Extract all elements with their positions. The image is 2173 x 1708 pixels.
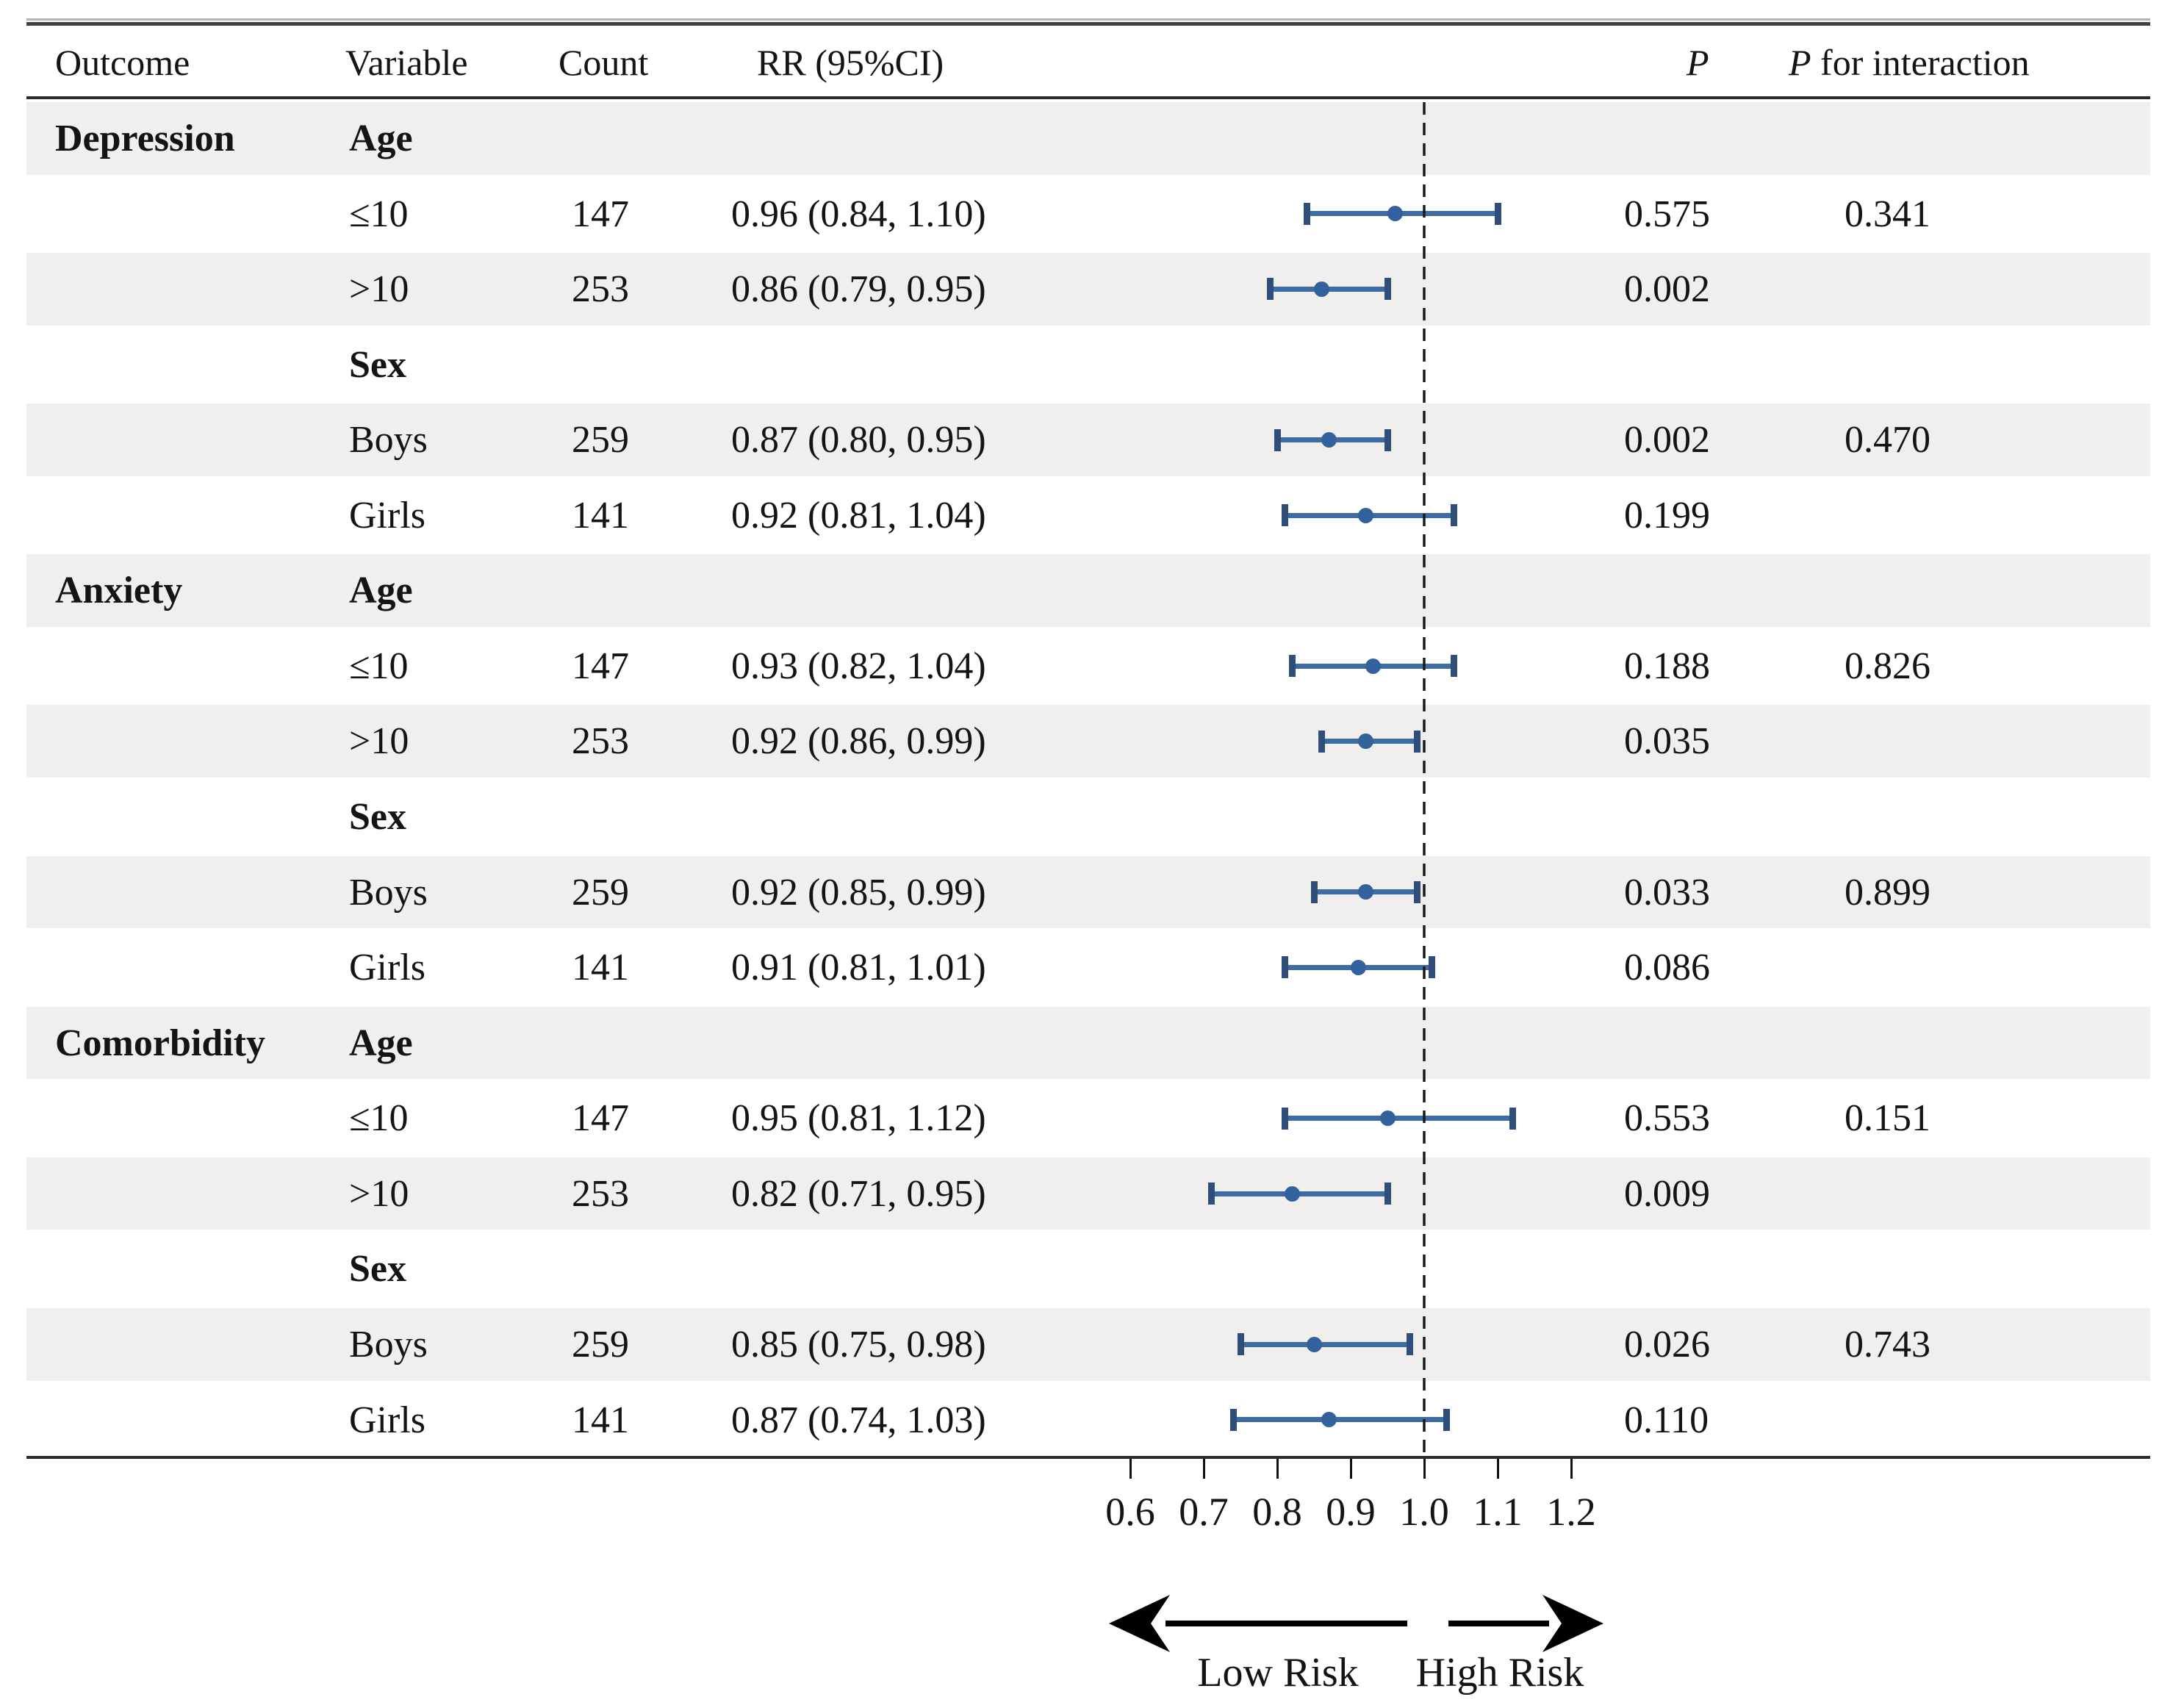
variable-label: >10 xyxy=(349,268,409,311)
p-value: 0.086 xyxy=(1624,947,1710,989)
p-interaction-value: 0.151 xyxy=(1845,1097,1930,1140)
axis-tick-label: 0.6 xyxy=(1105,1490,1155,1534)
variable-label: ≤10 xyxy=(349,193,409,235)
p-interaction-value: 0.743 xyxy=(1845,1323,1930,1366)
p-value: 0.009 xyxy=(1624,1172,1710,1215)
rr-ci-value: 0.87 (0.80, 0.95) xyxy=(731,419,986,462)
axis-tick-label: 0.8 xyxy=(1252,1490,1302,1534)
count-value: 147 xyxy=(572,1097,629,1140)
p-value: 0.033 xyxy=(1624,871,1710,914)
p-interaction-value: 0.899 xyxy=(1845,871,1930,914)
count-value: 253 xyxy=(572,1172,629,1215)
low-risk-arrow-head xyxy=(1109,1595,1170,1652)
variable-group-label: Age xyxy=(349,570,413,612)
p-value: 0.553 xyxy=(1624,1097,1710,1140)
rr-ci-value: 0.92 (0.81, 1.04) xyxy=(731,494,986,537)
p-value: 0.110 xyxy=(1624,1399,1709,1441)
p-value: 0.002 xyxy=(1624,419,1710,462)
p-value: 0.575 xyxy=(1624,193,1710,235)
variable-group-label: Sex xyxy=(349,343,406,386)
count-value: 141 xyxy=(572,947,629,989)
variable-label: >10 xyxy=(349,1172,409,1215)
count-value: 259 xyxy=(572,871,629,914)
p-value: 0.026 xyxy=(1624,1323,1710,1366)
variable-label: Girls xyxy=(349,947,425,989)
variable-label: Boys xyxy=(349,871,428,914)
p-interaction-suffix: for interaction xyxy=(1811,42,2030,83)
column-header-count: Count xyxy=(558,42,649,83)
rr-ci-value: 0.93 (0.82, 1.04) xyxy=(731,645,986,687)
rr-ci-value: 0.91 (0.81, 1.01) xyxy=(731,947,986,989)
high-risk-arrow-head xyxy=(1542,1595,1603,1652)
count-value: 253 xyxy=(572,268,629,311)
variable-label: >10 xyxy=(349,720,409,763)
axis-tick-label: 1.1 xyxy=(1473,1490,1523,1534)
count-value: 141 xyxy=(572,494,629,537)
rr-ci-value: 0.92 (0.85, 0.99) xyxy=(731,871,986,914)
rr-ci-value: 0.87 (0.74, 1.03) xyxy=(731,1399,986,1441)
variable-group-label: Sex xyxy=(349,1248,406,1291)
count-value: 253 xyxy=(572,720,629,763)
variable-label: ≤10 xyxy=(349,1097,409,1140)
p-interaction-value: 0.826 xyxy=(1845,645,1930,687)
low-risk-label: Low Risk xyxy=(1197,1650,1359,1696)
outcome-label: Anxiety xyxy=(55,570,183,612)
count-value: 147 xyxy=(572,193,629,235)
count-value: 147 xyxy=(572,645,629,687)
variable-group-label: Age xyxy=(349,118,413,159)
variable-label: Girls xyxy=(349,1399,425,1441)
count-value: 259 xyxy=(572,419,629,462)
rr-ci-value: 0.86 (0.79, 0.95) xyxy=(731,268,986,311)
rr-ci-value: 0.82 (0.71, 0.95) xyxy=(731,1172,986,1215)
p-value: 0.002 xyxy=(1624,268,1710,311)
axis-tick-label: 0.7 xyxy=(1179,1490,1229,1534)
axis-tick-label: 1.0 xyxy=(1399,1490,1449,1534)
column-header-variable: Variable xyxy=(345,42,468,83)
p-interaction-value: 0.341 xyxy=(1845,193,1930,235)
variable-label: Boys xyxy=(349,1323,428,1366)
p-italic: P xyxy=(1789,42,1811,83)
variable-label: Boys xyxy=(349,419,428,462)
p-value: 0.035 xyxy=(1624,720,1710,763)
axis-tick-label: 1.2 xyxy=(1546,1490,1596,1534)
variable-label: ≤10 xyxy=(349,645,409,687)
p-value: 0.199 xyxy=(1624,494,1710,537)
column-header-rr: RR (95%CI) xyxy=(757,42,944,83)
rr-ci-value: 0.85 (0.75, 0.98) xyxy=(731,1323,986,1366)
p-italic: P xyxy=(1687,42,1709,83)
count-value: 259 xyxy=(572,1323,629,1366)
variable-group-label: Sex xyxy=(349,796,406,839)
outcome-label: Comorbidity xyxy=(55,1022,265,1064)
count-value: 141 xyxy=(572,1399,629,1441)
axis-tick-label: 0.9 xyxy=(1326,1490,1376,1534)
variable-group-label: Age xyxy=(349,1022,413,1064)
variable-label: Girls xyxy=(349,494,425,537)
high-risk-label: High Risk xyxy=(1415,1650,1584,1696)
column-header-outcome: Outcome xyxy=(55,42,190,83)
rr-ci-value: 0.92 (0.86, 0.99) xyxy=(731,720,986,763)
p-value: 0.188 xyxy=(1624,645,1710,687)
p-interaction-value: 0.470 xyxy=(1845,419,1930,462)
rr-ci-value: 0.95 (0.81, 1.12) xyxy=(731,1097,986,1140)
outcome-label: Depression xyxy=(55,118,235,159)
rr-ci-value: 0.96 (0.84, 1.10) xyxy=(731,193,986,235)
